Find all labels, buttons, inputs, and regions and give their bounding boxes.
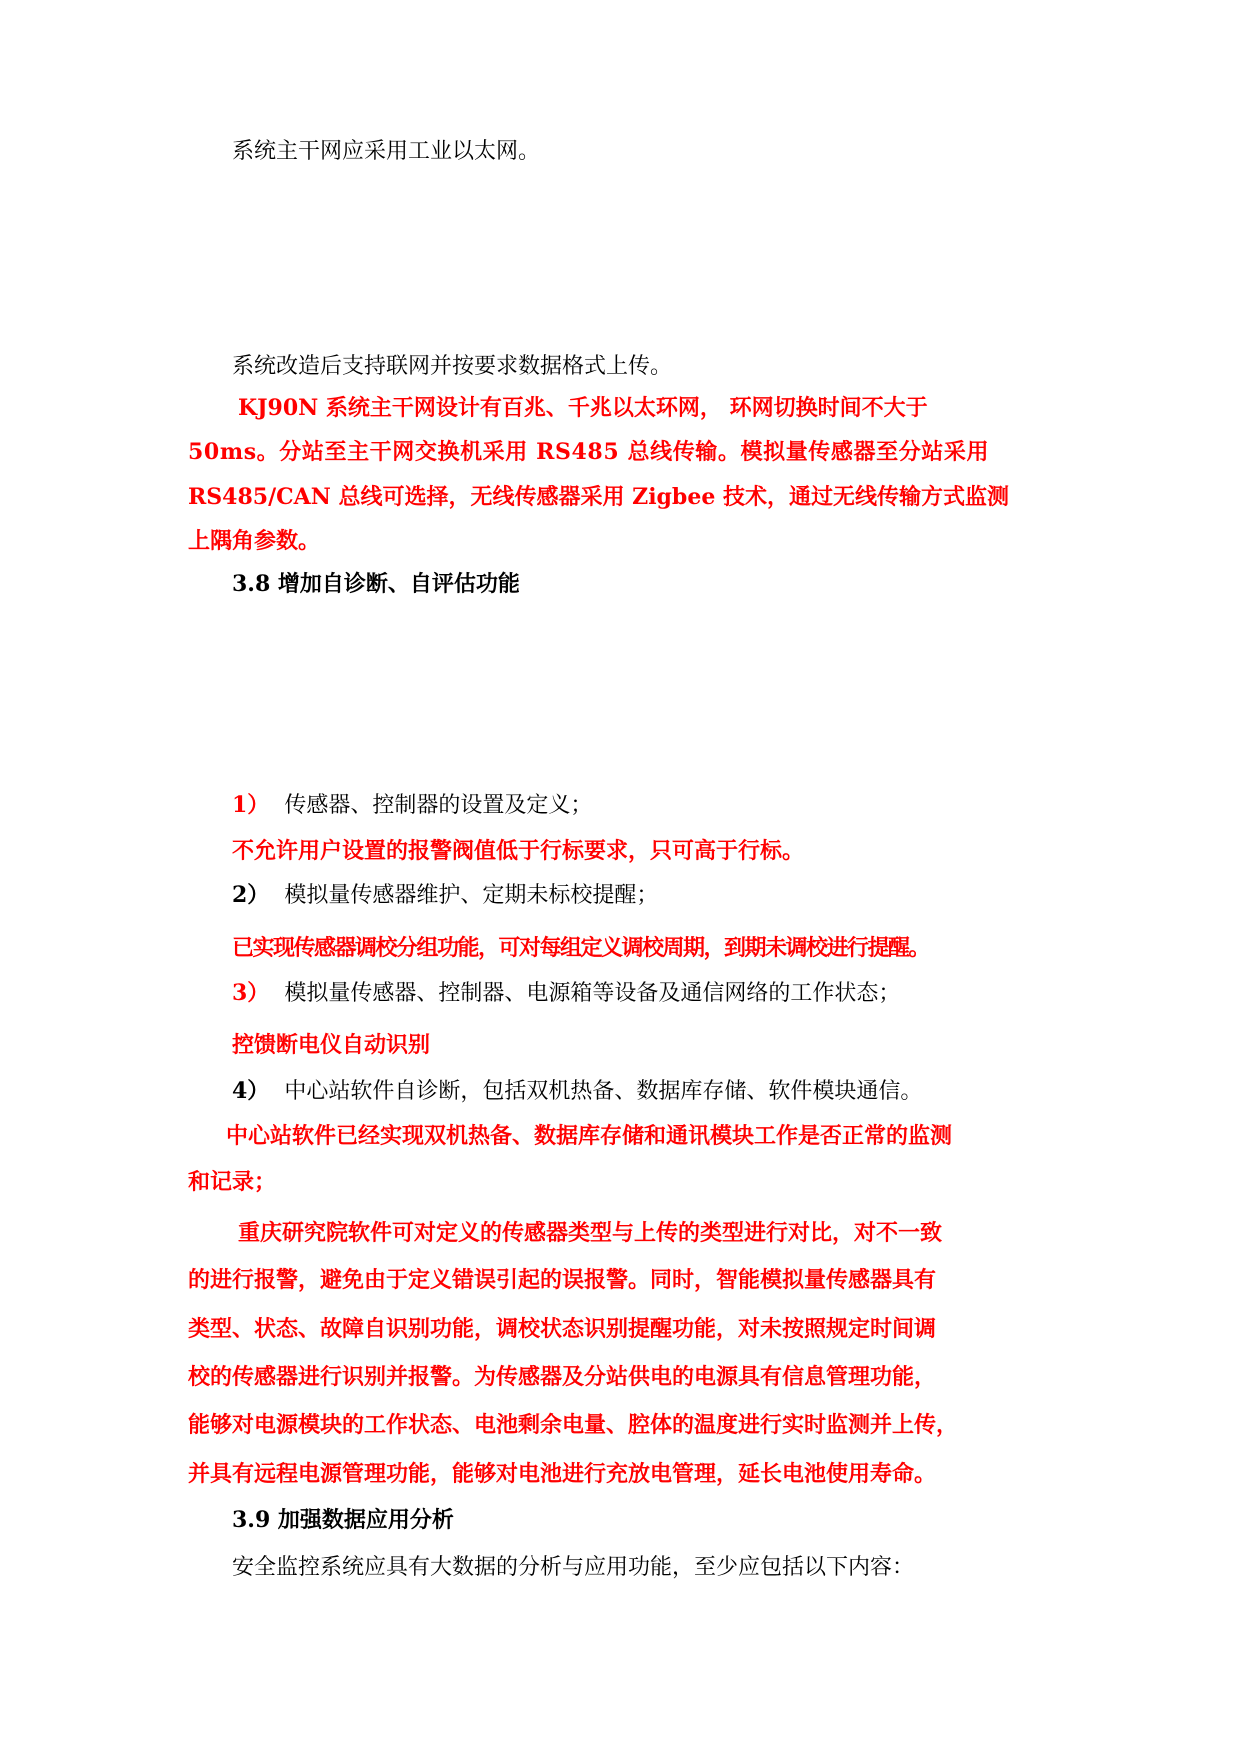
reply-line-1: KJ90N 系统主干网设计有百兆、千兆以太环网， 环网切换时间不大于 <box>238 395 928 421</box>
reply-line-6: 和记录； <box>188 1169 277 1195</box>
list-item-text: 模拟量传感器、控制器、电源箱等设备及通信网络的工作状态； <box>284 981 901 1006</box>
list-item-text: 传感器、控制器的设置及定义； <box>284 793 593 818</box>
list-item <box>232 790 1232 821</box>
list-item-number: 1） <box>232 792 270 818</box>
list-item <box>232 978 1232 1009</box>
list-item-text: 模拟量传感器维护、定期未标校提醒； <box>284 883 659 908</box>
list-item-reply: 不允许用户设置的报警阀值低于行标要求，只可高于行标。 <box>232 838 805 864</box>
reply-line-10: 校的传感器进行识别并报警。为传感器及分站供电的电源具有信息管理功能， <box>188 1364 937 1390</box>
list-item-number: 4） <box>232 1078 270 1104</box>
section-heading-3-8: 3.8 增加自诊断、自评估功能 <box>232 571 520 597</box>
reply-line-9: 类型、状态、故障自识别功能，调校状态识别提醒功能，对未按照规定时间调 <box>188 1316 937 1342</box>
list-item-text: 中心站软件自诊断，包括双机热备、数据库存储、软件模块通信。 <box>284 1079 923 1104</box>
reply-line-11: 能够对电源模块的工作状态、电池剩余电量、腔体的温度进行实时监测并上传， <box>188 1412 959 1438</box>
reply-line-8: 的进行报警，避免由于定义错误引起的误报警。同时，智能模拟量传感器具有 <box>188 1267 937 1293</box>
reply-line-2: 50ms。分站至主干网交换机采用 RS485 总线传输。模拟量传感器至分站采用 <box>188 439 990 465</box>
paragraph-backbone: 系统主干网应采用工业以太网。 <box>232 139 541 164</box>
list-item-reply: 控馈断电仪自动识别 <box>232 1032 431 1058</box>
paragraph-networking: 系统改造后支持联网并按要求数据格式上传。 <box>232 354 673 379</box>
list-item <box>232 880 1232 911</box>
reply-line-3: RS485/CAN 总线可选择，无线传感器采用 Zigbee 技术，通过无线传输方式监测 <box>188 484 1009 510</box>
list-item-number: 3） <box>232 980 270 1006</box>
reply-line-5: 中心站软件已经实现双机热备、数据库存储和通讯模块工作是否正常的监测 <box>226 1123 953 1149</box>
section-heading-3-9: 3.9 加强数据应用分析 <box>232 1507 454 1533</box>
paragraph-data-analysis: 安全监控系统应具有大数据的分析与应用功能，至少应包括以下内容： <box>232 1555 915 1580</box>
list-item <box>232 1076 1232 1107</box>
reply-line-12: 并具有远程电源管理功能，能够对电池进行充放电管理，延长电池使用寿命。 <box>188 1461 937 1487</box>
list-item-reply: 已实现传感器调校分组功能，可对每组定义调校周期，到期未调校进行提醒。 <box>232 935 930 961</box>
reply-line-4: 上隅角参数。 <box>188 528 321 554</box>
list-item-number: 2） <box>232 882 270 908</box>
reply-line-7: 重庆研究院软件可对定义的传感器类型与上传的类型进行对比，对不一致 <box>238 1220 943 1246</box>
